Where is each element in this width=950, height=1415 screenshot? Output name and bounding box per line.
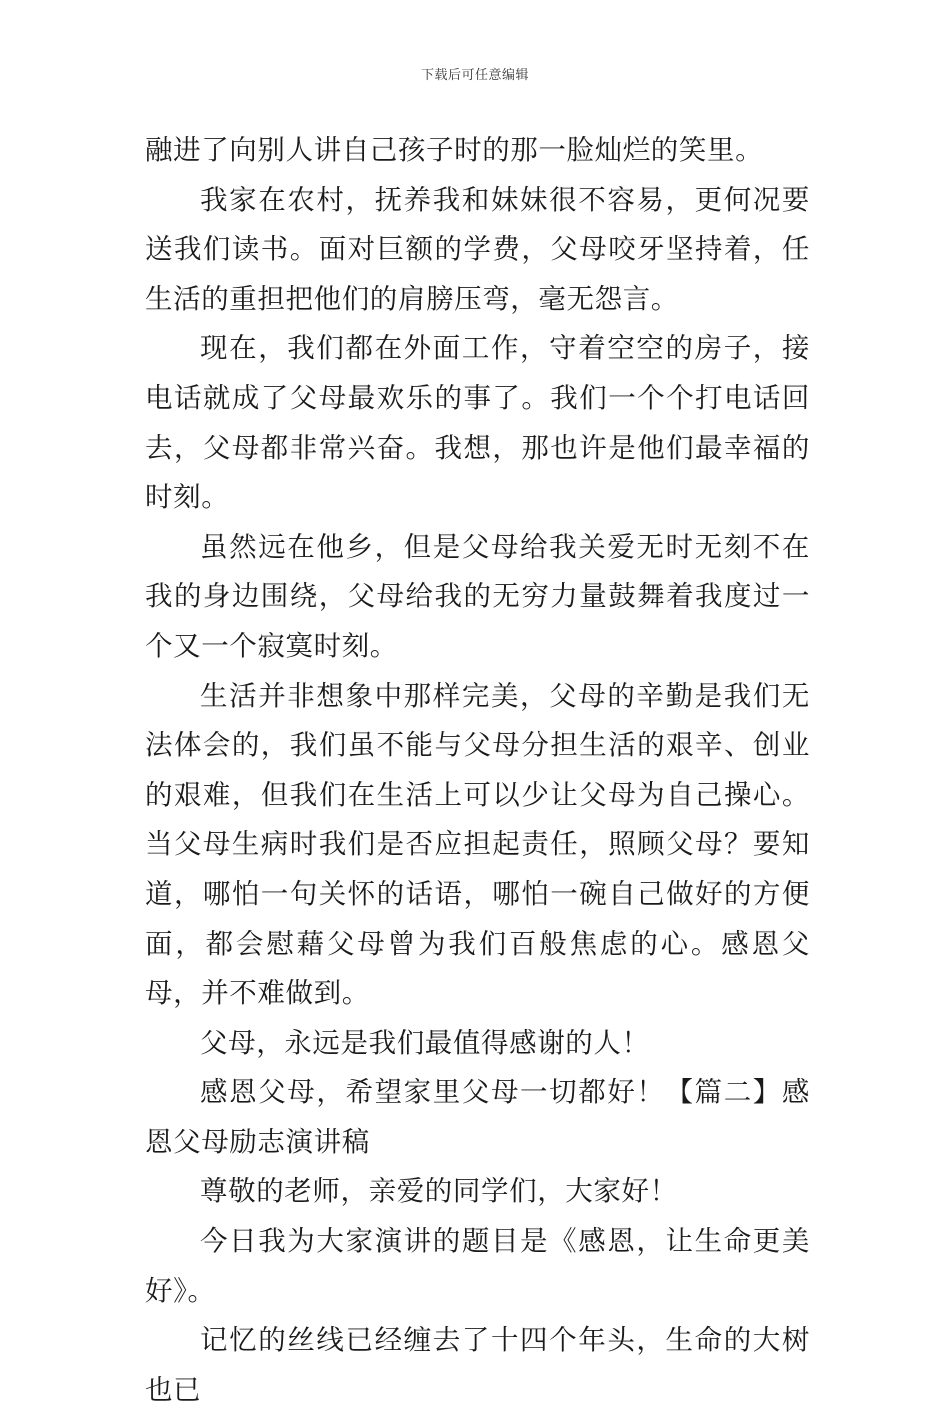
paragraph-8: 尊敬的老师，亲爱的同学们，大家好！ bbox=[200, 1175, 678, 1208]
paragraph-6: 父母，永远是我们最值得感谢的人！ bbox=[200, 1026, 650, 1059]
paragraph-10: 记忆的丝线已经缠去了十四个年头，生命的大树也已 bbox=[145, 1324, 810, 1406]
page-header: 下载后可任意编辑 bbox=[420, 68, 529, 83]
paragraph-7: 感恩父母，希望家里父母一切都好！【篇二】感恩父母励志演讲稿 bbox=[145, 1076, 810, 1158]
document-body bbox=[145, 126, 810, 1415]
paragraph-5: 生活并非想象中那样完美，父母的辛勤是我们无法体会的，我们虽不能与父母分担生活的艰辛、创业的艰难，但我们在生活上可以少让父母为自己操心。当父母生病时我们是否应担起责任，照顾父母？要知道，哪怕一句关怀的话语，哪怕一碗自己做好的方便面，都会慰藉父母曾为我们百般焦虑的心。感恩父母，并不难做到。 bbox=[145, 679, 810, 1010]
paragraph-2: 我家在农村，抚养我和妹妹很不容易，更何况要送我们读书。面对巨额的学费，父母咬牙坚持着，任生活的重担把他们的肩膀压弯，毫无怨言。 bbox=[145, 183, 810, 315]
paragraph-3: 现在，我们都在外面工作，守着空空的房子，接电话就成了父母最欢乐的事了。我们一个个打电话回去，父母都非常兴奋。我想，那也许是他们最幸福的时刻。 bbox=[145, 332, 810, 514]
paragraph-1: 融进了向别人讲自己孩子时的那一脸灿烂的笑里。 bbox=[145, 134, 764, 166]
paragraph-4: 虽然远在他乡，但是父母给我关爱无时无刻不在我的身边围绕，父母给我的无穷力量鼓舞着我度过一个又一个寂寞时刻。 bbox=[145, 530, 810, 662]
paragraph-9: 今日我为大家演讲的题目是《感恩，让生命更美好》。 bbox=[145, 1225, 810, 1307]
